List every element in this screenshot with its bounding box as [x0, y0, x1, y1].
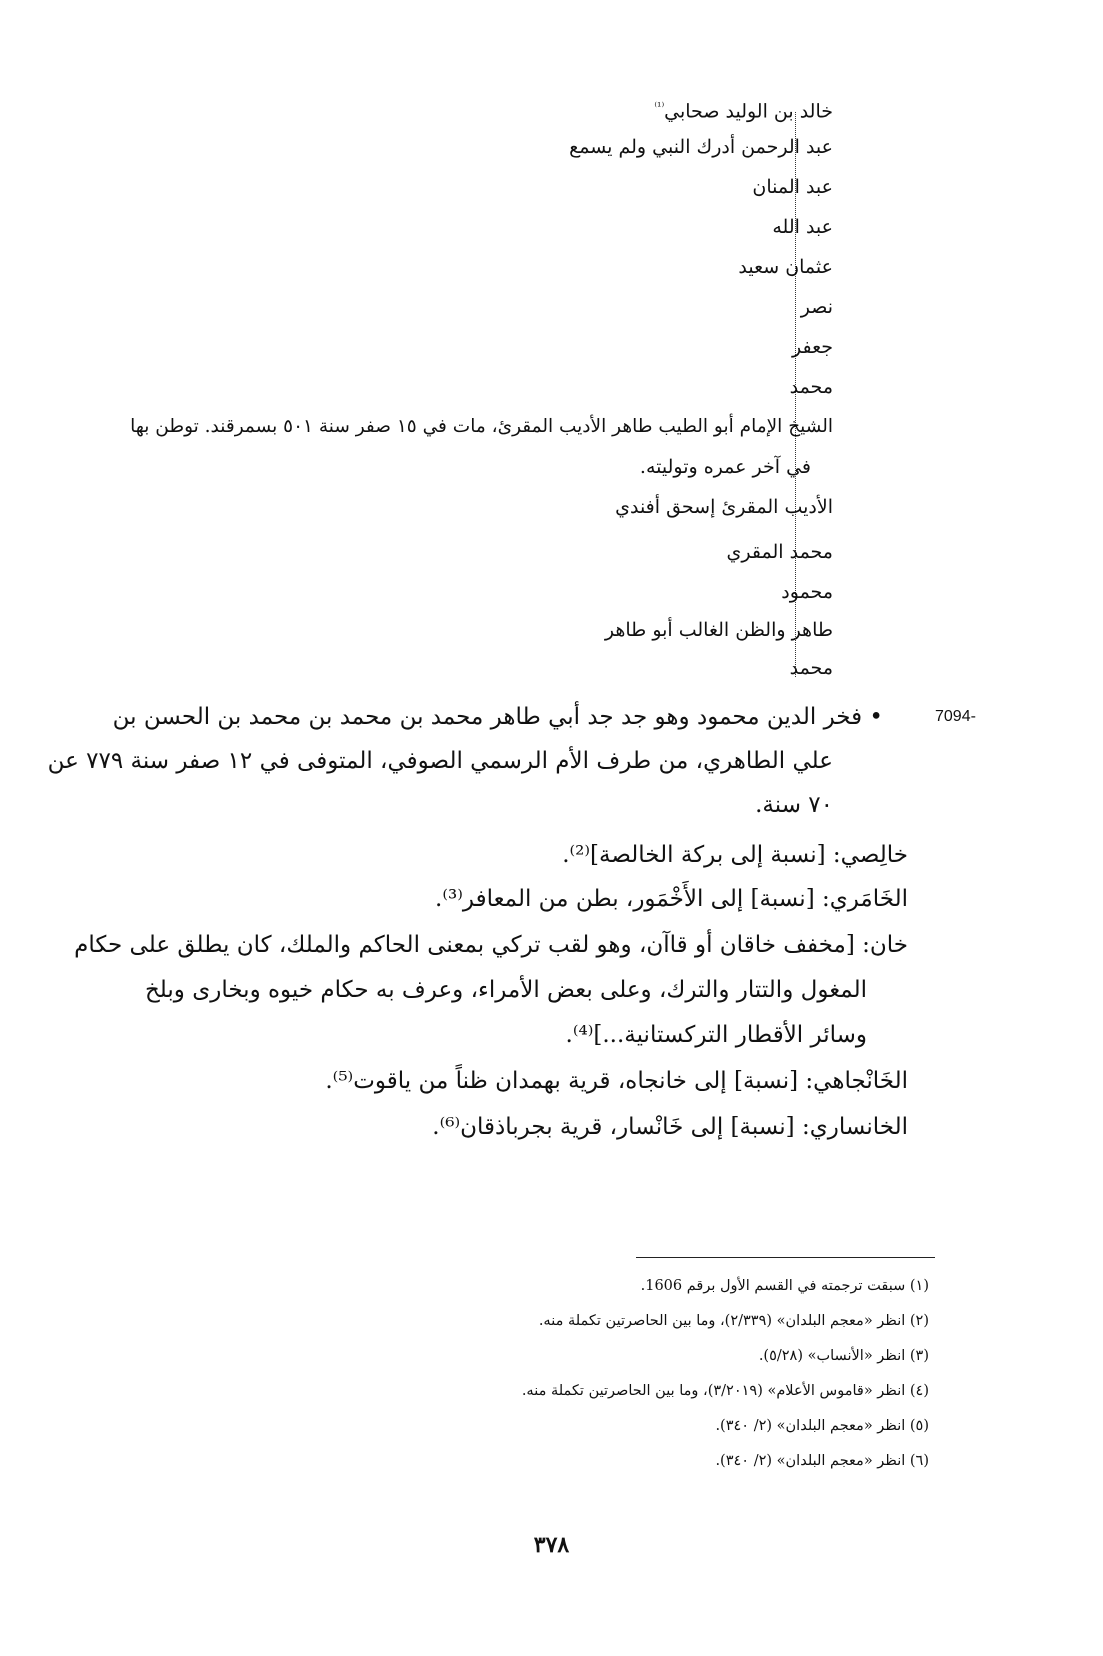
- genealogy-item: عبد المنان: [752, 176, 833, 198]
- genealogy-item: عثمان سعيد: [738, 256, 833, 278]
- entry-line: ٧٠ سنة.: [755, 792, 833, 818]
- page-number: ٣٧٨: [533, 1532, 570, 1558]
- entry-bullet: •: [869, 704, 883, 730]
- genealogy-item: محمد: [789, 376, 833, 398]
- genealogy-item: محمد: [789, 657, 833, 679]
- genealogy-item: الأديب المقرئ إسحق أفندي: [615, 496, 833, 518]
- genealogy-item: عبد الله: [772, 216, 833, 238]
- footnote: (٣) انظر «الأنساب» (٥/٢٨).: [758, 1348, 929, 1364]
- genealogy-item: في آخر عمره وتوليته.: [639, 456, 811, 478]
- entry-khan-cont: وسائر الأقطار التركستانية...]⁽⁴⁾.: [565, 1022, 867, 1048]
- entry-line: [113, 702, 883, 732]
- footnote: (٦) انظر «معجم البلدان» (٢/ ٣٤٠).: [715, 1453, 929, 1469]
- entry-khamari: الخَامَري: [نسبة] إلى الأَخْمَور، بطن من المعافر⁽³⁾.: [435, 886, 908, 912]
- entry-khan-cont: المغول والتتار والترك، وعلى بعض الأمراء، وعرف به حكام خيوه وبخارى وبلخ: [144, 977, 867, 1003]
- entry-text: فخر الدين محمود وهو جد جد أبي طاهر محمد بن محمد بن محمد بن الحسن بن: [112, 704, 863, 730]
- footnote-separator: [636, 1257, 935, 1258]
- entry-khan: خان: [مخفف خاقان أو قاآن، وهو لقب تركي بمعنى الحاكم والملك، كان يطلق على حكام: [74, 932, 908, 958]
- footnote: (١) سبقت ترجمته في القسم الأول برقم 1606.: [640, 1278, 929, 1294]
- genealogy-item: عبد الرحمن أدرك النبي ولم يسمع: [569, 136, 833, 158]
- genealogy-item: محمود: [781, 581, 833, 603]
- entry-khanjahi: الخَانْجاهي: [نسبة] إلى خانجاه، قرية بهمدان ظناً من ياقوت⁽⁵⁾.: [325, 1068, 908, 1094]
- entry-khalisi: خالِصي: [نسبة إلى بركة الخالصة]⁽²⁾.: [562, 842, 908, 868]
- entry-number: 7094-: [935, 708, 976, 725]
- genealogy-item: جعفر: [791, 336, 833, 358]
- genealogy-item: خالد بن الوليد صحابي$^{^{(1)}}$: [654, 100, 833, 123]
- genealogy-item: محمد المقري: [726, 541, 833, 563]
- footnote: (٥) انظر «معجم البلدان» (٢/ ٣٤٠).: [715, 1418, 929, 1434]
- entry-khansari: الخانساري: [نسبة] إلى خَانْسار، قرية بجرباذقان⁽⁶⁾.: [432, 1114, 908, 1140]
- genealogy-item: الشيخ الإمام أبو الطيب طاهر الأديب المقرئ، مات في ١٥ صفر سنة ٥٠١ بسمرقند. توطن بها: [130, 416, 833, 437]
- footnote: (٤) انظر «قاموس الأعلام» (٣/٢٠١٩)، وما بين الحاصرتين تكملة منه.: [521, 1383, 929, 1399]
- entry-line: علي الطاهري، من طرف الأم الرسمي الصوفي، المتوفى في ١٢ صفر سنة ٧٧٩ عن: [47, 748, 833, 774]
- genealogy-item: نصر: [800, 296, 833, 318]
- genealogy-item: طاهر والظن الغالب أبو طاهر: [604, 619, 833, 641]
- footnote: (٢) انظر «معجم البلدان» (٢/٣٣٩)، وما بين الحاصرتين تكملة منه.: [538, 1313, 929, 1329]
